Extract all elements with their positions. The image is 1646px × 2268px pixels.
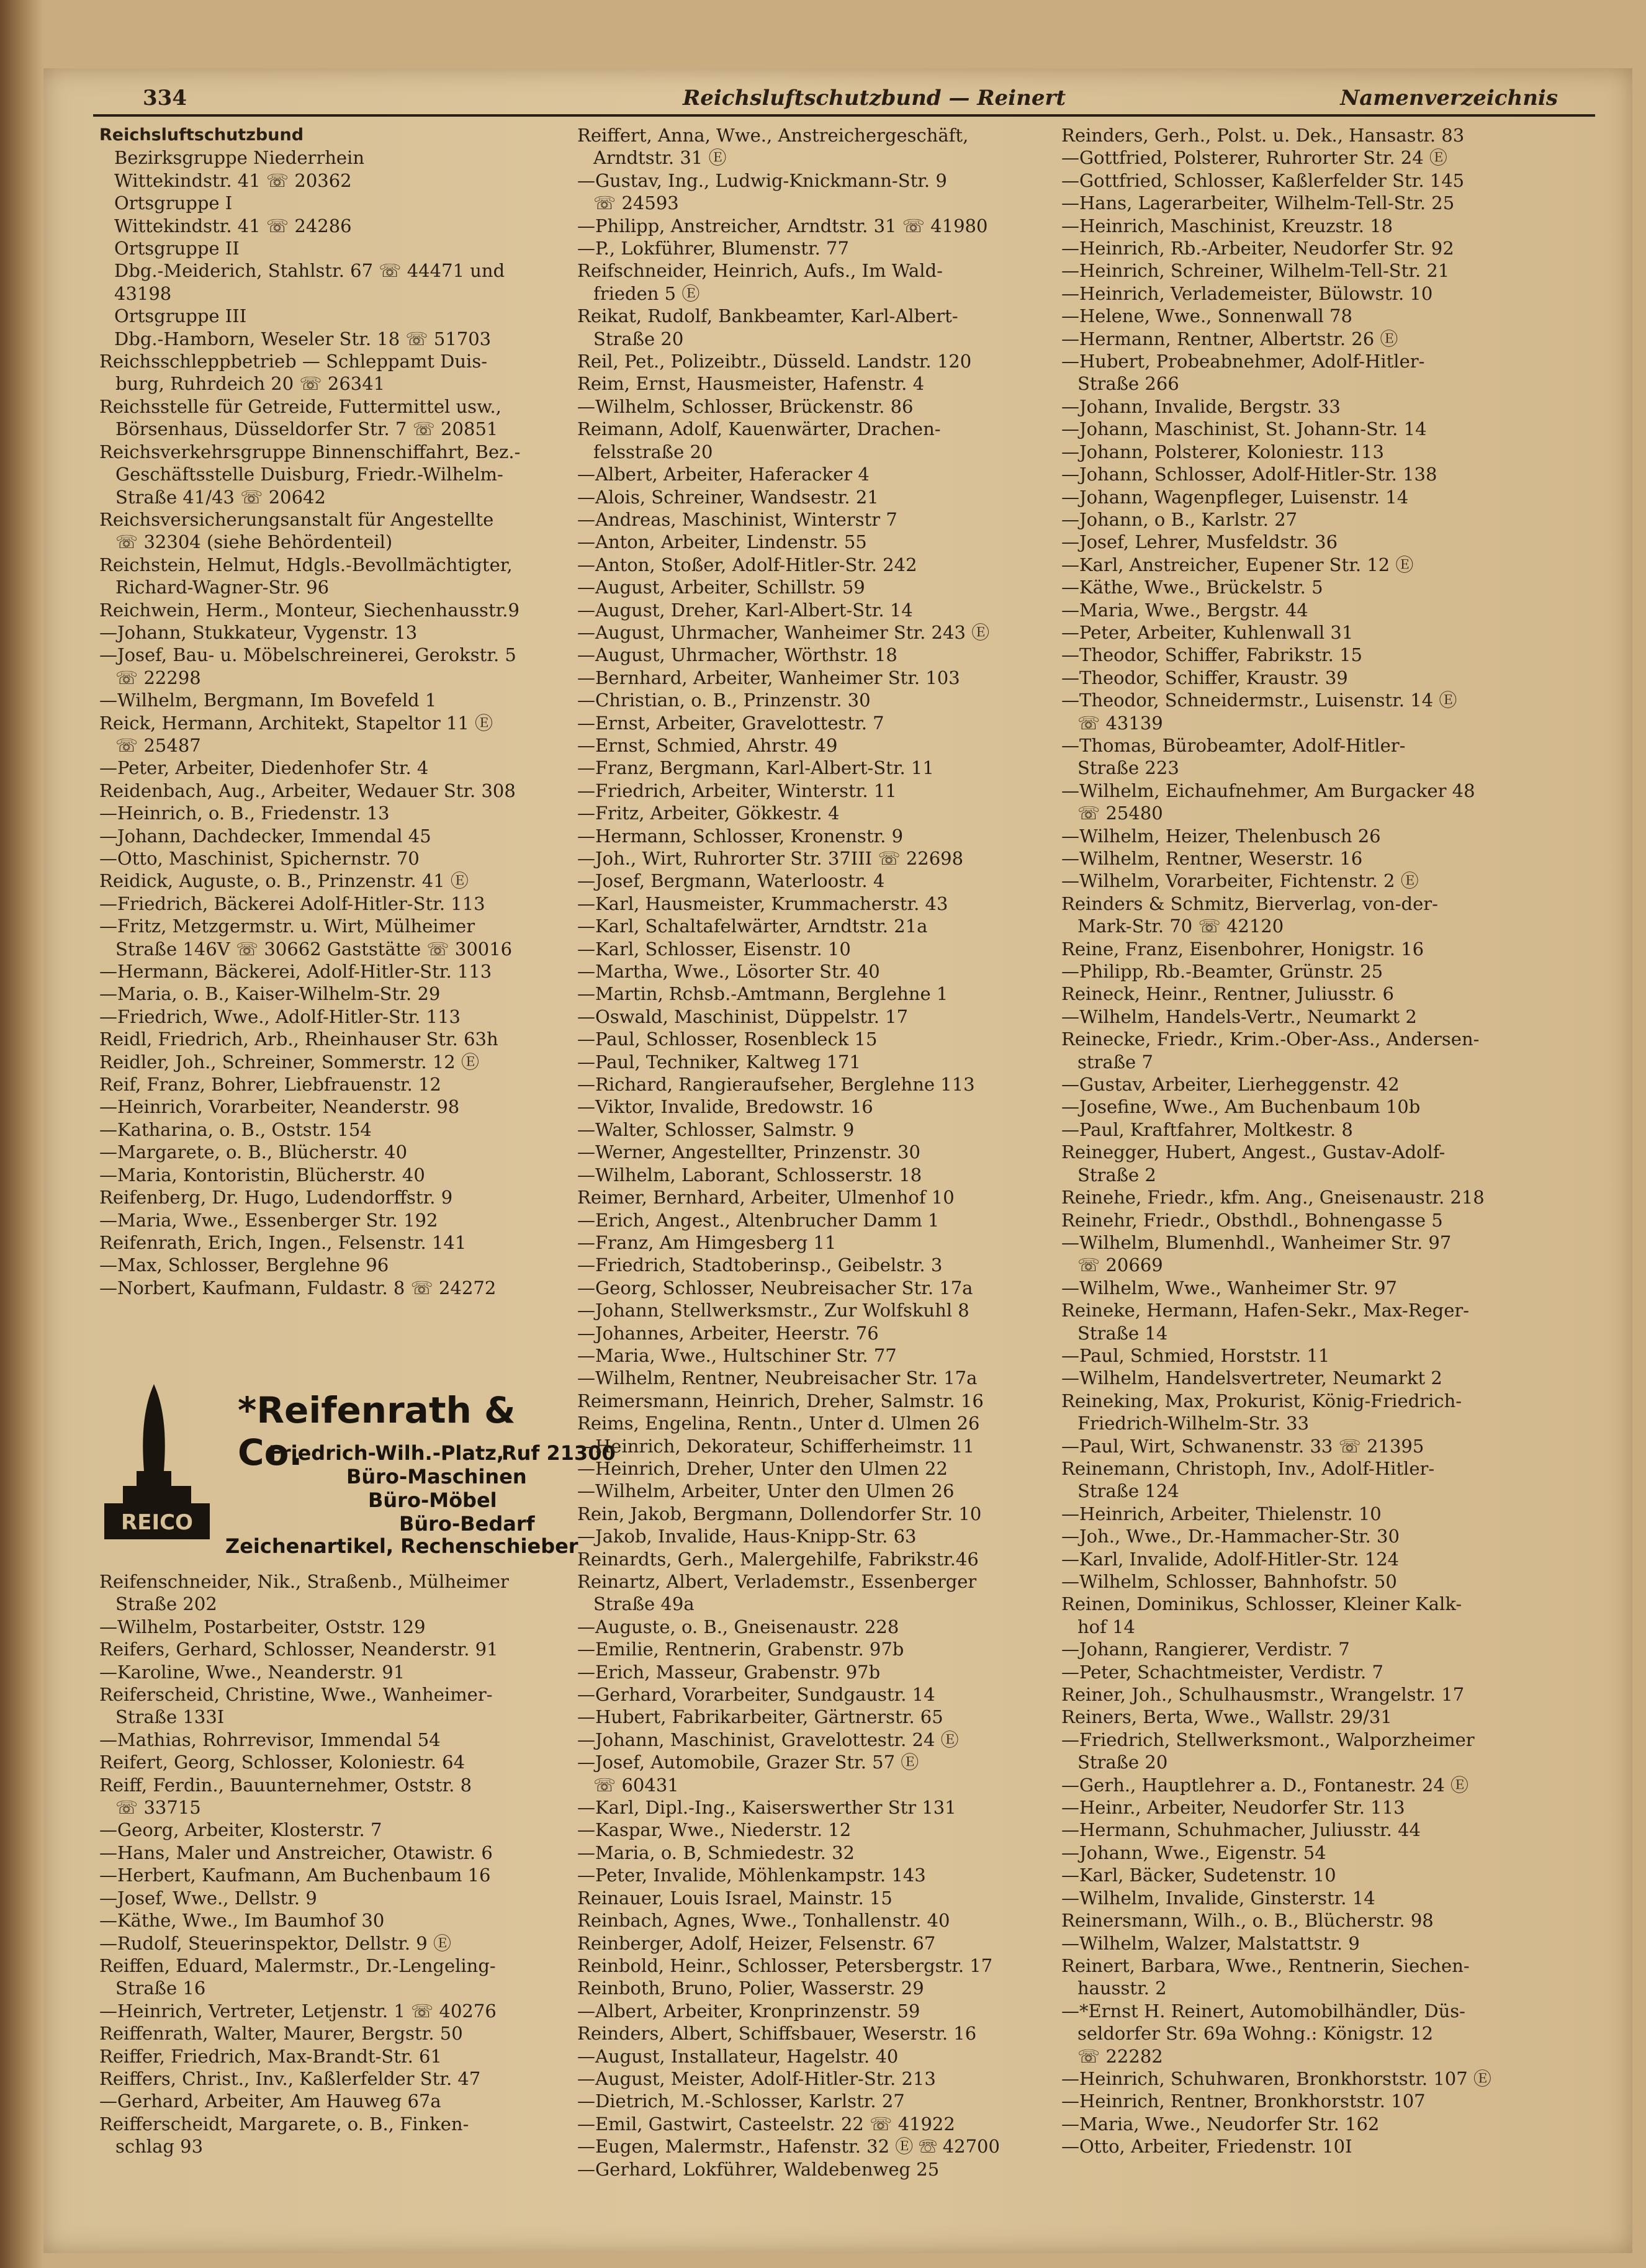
directory-line: —Wilhelm, Wwe., Wanheimer Str. 97 — [1061, 1277, 1397, 1298]
directory-line: —Emil, Gastwirt, Casteelstr. 22 ☏ 41922 — [577, 2113, 955, 2135]
directory-line: —Johann, Wwe., Eigenstr. 54 — [1061, 1842, 1326, 1863]
directory-line: —Heinrich, Arbeiter, Thielenstr. 10 — [1061, 1503, 1382, 1524]
directory-line: burg, Ruhrdeich 20 ☏ 26341 — [115, 373, 385, 395]
directory-line: Reine, Franz, Eisenbohrer, Honigstr. 16 — [1061, 938, 1424, 960]
directory-line: —Kaspar, Wwe., Niederstr. 12 — [577, 1819, 852, 1841]
directory-line: —Otto, Arbeiter, Friedenstr. 10I — [1061, 2136, 1352, 2158]
directory-line: —Erich, Angest., Altenbrucher Damm 1 — [577, 1209, 940, 1231]
directory-line: Reinersmann, Wilh., o. B., Blücherstr. 98 — [1061, 1910, 1434, 1932]
directory-line: —Heinrich, Vorarbeiter, Neanderstr. 98 — [99, 1096, 460, 1118]
directory-line: —Theodor, Schiffer, Fabrikstr. 15 — [1061, 644, 1362, 666]
directory-line: —Ernst, Schmied, Ahrstr. 49 — [577, 734, 838, 756]
directory-line: Reifers, Gerhard, Schlosser, Neanderstr. 91 — [99, 1639, 498, 1660]
directory-line: Reiner, Joh., Schulhausmstr., Wrangelstr. 17 — [1061, 1684, 1465, 1706]
directory-line: Straße 41/43 ☏ 20642 — [115, 486, 326, 508]
directory-line: ☏ 20669 — [1077, 1254, 1163, 1276]
directory-line: —Peter, Arbeiter, Diedenhofer Str. 4 — [99, 757, 429, 779]
directory-line: —Anton, Arbeiter, Lindenstr. 55 — [577, 531, 867, 553]
directory-line: Reiffenrath, Walter, Maurer, Bergstr. 50 — [99, 2023, 463, 2045]
directory-line: felsstraße 20 — [593, 441, 713, 462]
directory-line: —Karl, Invalide, Adolf-Hitler-Str. 124 — [1061, 1548, 1400, 1570]
directory-line: Straße 20 — [1077, 1752, 1168, 1773]
directory-line: Straße 20 — [593, 328, 684, 349]
directory-line: —Gottfried, Schlosser, Kaßlerfelder Str. 145 — [1061, 169, 1465, 191]
directory-line: Straße 223 — [1077, 757, 1179, 779]
directory-line: Reichsversicherungsanstalt für Angestellte — [99, 508, 494, 530]
directory-line: Reiffer, Friedrich, Max-Brandt-Str. 61 — [99, 2045, 442, 2067]
directory-line: —Wilhelm, Walzer, Malstattstr. 9 — [1061, 1932, 1360, 1954]
directory-line: —August, Dreher, Karl-Albert-Str. 14 — [577, 599, 913, 621]
directory-line: —Wilhelm, Vorarbeiter, Fichtenstr. 2 Ⓔ — [1061, 870, 1419, 892]
directory-line: —Fritz, Arbeiter, Gökkestr. 4 — [577, 803, 840, 824]
directory-line: —Philipp, Rb.-Beamter, Grünstr. 25 — [1061, 961, 1383, 983]
directory-line: —Rudolf, Steuerinspektor, Dellstr. 9 Ⓔ — [99, 1932, 451, 1954]
section-title: Namenverzeichnis — [1340, 86, 1558, 110]
ad-line-1: Büro-Maschinen — [346, 1465, 527, 1488]
directory-line: —Mathias, Rohrrevisor, Immendal 54 — [99, 1729, 441, 1750]
directory-line: —Dietrich, M.-Schlosser, Karlstr. 27 — [577, 2090, 905, 2112]
directory-line: —*Ernst H. Reinert, Automobilhändler, Düs- — [1061, 2000, 1465, 2022]
directory-line: Reinboth, Bruno, Polier, Wasserstr. 29 — [577, 1978, 924, 1999]
ad-line-2: Büro-Möbel — [368, 1488, 497, 1512]
directory-line: —Hermann, Schuhmacher, Juliusstr. 44 — [1061, 1819, 1421, 1841]
directory-line: Reick, Hermann, Architekt, Stapeltor 11 Ⓔ — [99, 712, 493, 734]
directory-line: Straße 16 — [115, 1978, 206, 1999]
directory-line: —Hermann, Schlosser, Kronenstr. 9 — [577, 825, 904, 847]
directory-line: —Heinrich, Schuhwaren, Bronkhorststr. 107 Ⓔ — [1061, 2068, 1491, 2089]
directory-line: Straße 202 — [115, 1593, 217, 1615]
directory-line: —Heinrich, Dreher, Unter den Ulmen 22 — [577, 1457, 948, 1479]
directory-line: —Wilhelm, Heizer, Thelenbusch 26 — [1061, 825, 1381, 847]
directory-line: —Hans, Lagerarbeiter, Wilhelm-Tell-Str. 25 — [1061, 192, 1455, 214]
directory-line: —Joh., Wwe., Dr.-Hammacher-Str. 30 — [1061, 1526, 1400, 1547]
directory-line: —Hubert, Fabrikarbeiter, Gärtnerstr. 65 — [577, 1706, 943, 1728]
directory-line: Reifenberg, Dr. Hugo, Ludendorffstr. 9 — [99, 1187, 453, 1208]
directory-line: —Maria, o. B, Schmiedestr. 32 — [577, 1842, 855, 1863]
directory-line: —Josef, Bau- u. Möbelschreinerei, Gerokstr. 5 — [99, 644, 516, 666]
directory-line: —Walter, Schlosser, Salmstr. 9 — [577, 1118, 855, 1140]
directory-line: —Johann, Polsterer, Koloniestr. 113 — [1061, 441, 1384, 462]
directory-line: —Emilie, Rentnerin, Grabenstr. 97b — [577, 1639, 904, 1660]
directory-line: ☏ 43139 — [1077, 712, 1163, 734]
directory-line: —Oswald, Maschinist, Düppelstr. 17 — [577, 1006, 909, 1027]
directory-line: —Wilhelm, Rentner, Weserstr. 16 — [1061, 848, 1363, 869]
directory-line: hof 14 — [1077, 1616, 1135, 1637]
page-header — [93, 79, 1595, 117]
directory-line: —Wilhelm, Blumenhdl., Wanheimer Str. 97 — [1061, 1231, 1452, 1253]
directory-line: Reichsverkehrsgruppe Binnenschiffahrt, Bez.- — [99, 441, 521, 462]
directory-line: —Gerhard, Lokführer, Waldebenweg 25 — [577, 2158, 940, 2180]
directory-line: —Gerhard, Arbeiter, Am Hauweg 67a — [99, 2090, 441, 2112]
directory-line: —Johann, Maschinist, Gravelottestr. 24 Ⓔ — [577, 1729, 959, 1750]
directory-line: —Katharina, o. B., Oststr. 154 — [99, 1118, 372, 1140]
directory-line: —Friedrich, Wwe., Adolf-Hitler-Str. 113 — [99, 1006, 461, 1027]
directory-line: —Heinrich, Schreiner, Wilhelm-Tell-Str. 21 — [1061, 260, 1450, 282]
directory-line: Reimer, Bernhard, Arbeiter, Ulmenhof 10 — [577, 1187, 955, 1208]
ad-phone: Ruf 21300 — [501, 1441, 616, 1465]
directory-line: —Maria, Wwe., Bergstr. 44 — [1061, 599, 1308, 621]
directory-line: —Jakob, Invalide, Haus-Knipp-Str. 63 — [577, 1526, 917, 1547]
directory-line: Dbg.-Hamborn, Weseler Str. 18 ☏ 51703 — [114, 328, 492, 349]
directory-line: —Werner, Angestellter, Prinzenstr. 30 — [577, 1141, 920, 1163]
directory-line: —Paul, Schlosser, Rosenbleck 15 — [577, 1028, 878, 1050]
column-3 — [1061, 124, 1539, 2158]
directory-line: —Andreas, Maschinist, Winterstr 7 — [577, 508, 897, 530]
directory-line: —Gerhard, Vorarbeiter, Sundgaustr. 14 — [577, 1684, 935, 1706]
directory-line: Straße 133I — [115, 1706, 225, 1728]
directory-line: —Maria, Wwe., Essenberger Str. 192 — [99, 1209, 438, 1231]
directory-line: —Josef, Lehrer, Musfeldstr. 36 — [1061, 531, 1338, 553]
directory-line: —Heinrich, Vertreter, Letjenstr. 1 ☏ 40276 — [99, 2000, 497, 2022]
directory-line: Reinecke, Friedr., Krim.-Ober-Ass., Andersen- — [1061, 1028, 1480, 1050]
directory-line: Dbg.-Meiderich, Stahlstr. 67 ☏ 44471 und — [114, 260, 505, 282]
directory-line: —Josef, Bergmann, Waterloostr. 4 — [577, 870, 885, 892]
directory-line: Reidl, Friedrich, Arb., Rheinhauser Str. 63h — [99, 1028, 498, 1050]
directory-line: straße 7 — [1077, 1051, 1153, 1073]
directory-line: —Josef, Automobile, Grazer Str. 57 Ⓔ — [577, 1752, 919, 1773]
directory-line: —Karl, Bäcker, Sudetenstr. 10 — [1061, 1865, 1336, 1886]
directory-line: Reidick, Auguste, o. B., Prinzenstr. 41 Ⓔ — [99, 870, 469, 892]
directory-line: —Joh., Wirt, Ruhrorter Str. 37III ☏ 22698 — [577, 848, 964, 869]
directory-line: hausstr. 2 — [1077, 1978, 1167, 1999]
directory-line: —Richard, Rangieraufseher, Berglehne 113 — [577, 1074, 975, 1096]
directory-line: Reiffen, Eduard, Malermstr., Dr.-Lengeling- — [99, 1955, 496, 1976]
directory-line: Straße 266 — [1077, 373, 1179, 395]
directory-line: —Albert, Arbeiter, Kronprinzenstr. 59 — [577, 2000, 920, 2022]
directory-line: Reimann, Adolf, Kauenwärter, Drachen- — [577, 418, 941, 440]
directory-line: Straße 146V ☏ 30662 Gaststätte ☏ 30016 — [115, 938, 513, 960]
directory-line: Börsenhaus, Düsseldorfer Str. 7 ☏ 20851 — [115, 418, 498, 440]
directory-line: —August, Installateur, Hagelstr. 40 — [577, 2045, 899, 2067]
directory-line: —Maria, o. B., Kaiser-Wilhelm-Str. 29 — [99, 983, 441, 1005]
ad-company-name: *Reifenrath & Co. — [238, 1389, 516, 1474]
directory-line: —Heinr., Arbeiter, Neudorfer Str. 113 — [1061, 1797, 1405, 1819]
directory-line: Arndtstr. 31 Ⓔ — [593, 147, 727, 169]
directory-line: Reinehr, Friedr., Obsthdl., Bohnengasse 5 — [1061, 1209, 1443, 1231]
directory-line: —Christian, o. B., Prinzenstr. 30 — [577, 690, 871, 711]
directory-line: ☏ 24593 — [593, 192, 679, 214]
directory-line: Reinberger, Adolf, Heizer, Felsenstr. 67 — [577, 1932, 936, 1954]
directory-line: —Albert, Arbeiter, Haferacker 4 — [577, 464, 870, 485]
directory-line: —Hubert, Probeabnehmer, Adolf-Hitler- — [1061, 351, 1425, 372]
directory-line: —Johann, Wagenpfleger, Luisenstr. 14 — [1061, 486, 1409, 508]
directory-line: —Peter, Arbeiter, Kuhlenwall 31 — [1061, 621, 1354, 643]
directory-line: ☏ 60431 — [593, 1774, 679, 1796]
directory-line: —Gustav, Arbeiter, Lierheggenstr. 42 — [1061, 1074, 1400, 1096]
directory-line: Reiferscheid, Christine, Wwe., Wanheimer- — [99, 1684, 493, 1706]
directory-line: —Wilhelm, Handels-Vertr., Neumarkt 2 — [1061, 1006, 1417, 1027]
directory-line: Ortsgruppe III — [114, 305, 247, 327]
advertisement — [104, 1372, 616, 1558]
directory-line: Reinbach, Agnes, Wwe., Tonhallenstr. 40 — [577, 1910, 950, 1932]
directory-line: —August, Uhrmacher, Wanheimer Str. 243 Ⓔ — [577, 621, 990, 643]
directory-line: —August, Arbeiter, Schillstr. 59 — [577, 577, 865, 598]
directory-line: —Hermann, Bäckerei, Adolf-Hitler-Str. 113 — [99, 961, 492, 983]
directory-line: Reinders & Schmitz, Bierverlag, von-der- — [1061, 893, 1438, 914]
directory-line: —Wilhelm, Eichaufnehmer, Am Burgacker 48 — [1061, 780, 1475, 801]
directory-line: —Anton, Stoßer, Adolf-Hitler-Str. 242 — [577, 554, 917, 575]
directory-line: —Wilhelm, Rentner, Neubreisacher Str. 17a — [577, 1367, 978, 1389]
directory-line: —Franz, Am Himgesberg 11 — [577, 1231, 837, 1253]
directory-line: —Heinrich, Maschinist, Kreuzstr. 18 — [1061, 215, 1393, 236]
directory-line: —Wilhelm, Schlosser, Brückenstr. 86 — [577, 395, 914, 417]
directory-line: Reinert, Barbara, Wwe., Rentnerin, Siechen- — [1061, 1955, 1470, 1976]
directory-line: Ortsgruppe I — [114, 192, 233, 214]
directory-line: —Gustav, Ing., Ludwig-Knickmann-Str. 9 — [577, 169, 947, 191]
directory-line: Reineck, Heinr., Rentner, Juliusstr. 6 — [1061, 983, 1394, 1005]
directory-line: —August, Uhrmacher, Wörthstr. 18 — [577, 644, 897, 666]
directory-line: —Theodor, Schiffer, Kraustr. 39 — [1061, 667, 1348, 688]
directory-line: Wittekindstr. 41 ☏ 20362 — [114, 169, 352, 191]
directory-line: Ortsgruppe II — [114, 238, 240, 259]
column-1-continued — [99, 1570, 577, 2158]
directory-line: —Wilhelm, Laborant, Schlosserstr. 18 — [577, 1164, 922, 1186]
directory-line: —Otto, Maschinist, Spichernstr. 70 — [99, 848, 420, 869]
column-1 — [99, 124, 577, 1299]
directory-line: —Josefine, Wwe., Am Buchenbaum 10b — [1061, 1096, 1421, 1118]
directory-line: —Karl, Anstreicher, Eupener Str. 12 Ⓔ — [1061, 554, 1414, 575]
directory-line: —Erich, Masseur, Grabenstr. 97b — [577, 1661, 881, 1683]
directory-line: —Alois, Schreiner, Wandsestr. 21 — [577, 486, 879, 508]
directory-line: Reinders, Gerh., Polst. u. Dek., Hansastr. 83 — [1061, 125, 1465, 146]
directory-line: Reims, Engelina, Rentn., Unter d. Ulmen 26 — [577, 1413, 980, 1434]
directory-line: —Paul, Schmied, Horststr. 11 — [1061, 1344, 1330, 1366]
directory-line: Reinardts, Gerh., Malergehilfe, Fabrikstr.46 — [577, 1548, 979, 1570]
directory-line: —Friedrich, Stadtoberinsp., Geibelstr. 3 — [577, 1254, 943, 1276]
directory-line: seldorfer Str. 69a Wohng.: Königstr. 12 — [1077, 2023, 1434, 2045]
directory-line: Reinen, Dominikus, Schlosser, Kleiner Kalk- — [1061, 1593, 1462, 1615]
directory-line: Reinegger, Hubert, Angest., Gustav-Adolf- — [1061, 1141, 1446, 1163]
directory-line: Reidenbach, Aug., Arbeiter, Wedauer Str. 308 — [99, 780, 516, 801]
directory-line: —Theodor, Schneidermstr., Luisenstr. 14 Ⓔ — [1061, 690, 1457, 711]
directory-line: Reineke, Hermann, Hafen-Sekr., Max-Reger- — [1061, 1300, 1470, 1321]
column-2 — [577, 124, 1055, 2180]
directory-line: —Peter, Invalide, Möhlenkampstr. 143 — [577, 1865, 926, 1886]
directory-line: —Johann, o B., Karlstr. 27 — [1061, 508, 1298, 530]
directory-line: —Johann, Rangierer, Verdistr. 7 — [1061, 1639, 1350, 1660]
directory-line: —Gerh., Hauptlehrer a. D., Fontanestr. 24 Ⓔ — [1061, 1774, 1469, 1796]
directory-line: —Herbert, Kaufmann, Am Buchenbaum 16 — [99, 1865, 491, 1886]
directory-line: Reiffert, Anna, Wwe., Anstreichergeschäft, — [577, 125, 969, 146]
directory-line: Reinders, Albert, Schiffsbauer, Weserstr. 16 — [577, 2023, 977, 2045]
directory-line: —Viktor, Invalide, Bredowstr. 16 — [577, 1096, 873, 1118]
directory-line: Reinemann, Christoph, Inv., Adolf-Hitler- — [1061, 1457, 1435, 1479]
directory-line: Reinauer, Louis Israel, Mainstr. 15 — [577, 1887, 893, 1909]
directory-line: —Wilhelm, Bergmann, Im Bovefeld 1 — [99, 690, 437, 711]
directory-line: Reifert, Georg, Schlosser, Koloniestr. 64 — [99, 1752, 465, 1773]
directory-line: Reifenrath, Erich, Ingen., Felsenstr. 141 — [99, 1231, 467, 1253]
directory-line: —Johann, Schlosser, Adolf-Hitler-Str. 138 — [1061, 464, 1437, 485]
directory-line: —Franz, Bergmann, Karl-Albert-Str. 11 — [577, 757, 934, 779]
directory-line: —Käthe, Wwe., Brückelstr. 5 — [1061, 577, 1323, 598]
directory-line: Reichsschleppbetrieb — Schleppamt Duis- — [99, 351, 488, 372]
book-binding — [0, 0, 43, 2268]
directory-line: —Friedrich, Bäckerei Adolf-Hitler-Str. 113 — [99, 893, 485, 914]
directory-line: Reifferscheidt, Margarete, o. B., Finken- — [99, 2113, 469, 2135]
directory-line: —Heinrich, o. B., Friedenstr. 13 — [99, 803, 390, 824]
directory-line: Reichstein, Helmut, Hdgls.-Bevollmächtigter, — [99, 554, 513, 575]
directory-line: Reim, Ernst, Hausmeister, Hafenstr. 4 — [577, 373, 925, 395]
directory-line: Reidler, Joh., Schreiner, Sommerstr. 12 Ⓔ — [99, 1051, 479, 1073]
directory-line: —Käthe, Wwe., Im Baumhof 30 — [99, 1910, 385, 1932]
directory-line: —Johann, Dachdecker, Immendal 45 — [99, 825, 431, 847]
directory-line: —Maria, Wwe., Neudorfer Str. 162 — [1061, 2113, 1380, 2135]
directory-line: Mark-Str. 70 ☏ 42120 — [1077, 916, 1284, 937]
directory-line: —Karl, Dipl.-Ing., Kaiserswerther Str 131 — [577, 1797, 956, 1819]
directory-line: —Paul, Techniker, Kaltweg 171 — [577, 1051, 861, 1073]
directory-line: Reinbold, Heinr., Schlosser, Petersbergstr. 17 — [577, 1955, 993, 1976]
directory-line: —Gottfried, Polsterer, Ruhrorter Str. 24 Ⓔ — [1061, 147, 1447, 169]
directory-line: Reifschneider, Heinrich, Aufs., Im Wald- — [577, 260, 943, 282]
directory-line: —Friedrich, Stellwerksmont., Walporzheimer — [1061, 1729, 1475, 1750]
directory-line: Reinehe, Friedr., kfm. Ang., Gneisenaustr. 218 — [1061, 1187, 1485, 1208]
directory-line: schlag 93 — [115, 2136, 204, 2158]
directory-line: Reineking, Max, Prokurist, König-Friedrich- — [1061, 1390, 1462, 1411]
directory-line: —Karl, Schaltafelwärter, Arndtstr. 21a — [577, 916, 928, 937]
directory-line: Reichwein, Herm., Monteur, Siechenhausstr.9 — [99, 599, 519, 621]
directory-line: —Josef, Wwe., Dellstr. 9 — [99, 1887, 317, 1909]
directory-line: Wittekindstr. 41 ☏ 24286 — [114, 215, 352, 236]
directory-line: —Fritz, Metzgermstr. u. Wirt, Mülheimer — [99, 916, 475, 937]
directory-line: ☏ 22298 — [115, 667, 201, 688]
directory-line: —Wilhelm, Schlosser, Bahnhofstr. 50 — [1061, 1571, 1397, 1592]
directory-line: Rein, Jakob, Bergmann, Dollendorfer Str. 10 — [577, 1503, 982, 1524]
directory-line: Straße 124 — [1077, 1480, 1179, 1502]
directory-line: Reil, Pet., Polizeibtr., Düsseld. Landstr. 120 — [577, 351, 972, 372]
logo-text: REICO — [121, 1510, 193, 1535]
directory-line: ☏ 33715 — [115, 1797, 201, 1819]
directory-line: Reichsluftschutzbund — [99, 125, 304, 145]
directory-line: Straße 2 — [1077, 1164, 1156, 1186]
directory-line: —Maria, Kontoristin, Blücherstr. 40 — [99, 1164, 425, 1186]
fountain-pen-logo-icon — [104, 1384, 210, 1539]
directory-line: —Friedrich, Arbeiter, Winterstr. 11 — [577, 780, 897, 801]
directory-line: Geschäftsstelle Duisburg, Friedr.-Wilhelm- — [115, 464, 503, 485]
directory-line: —Karoline, Wwe., Neanderstr. 91 — [99, 1661, 405, 1683]
directory-line: —Eugen, Malermstr., Hafenstr. 32 Ⓔ ☏ 42700 — [577, 2136, 1000, 2158]
directory-line: —Thomas, Bürobeamter, Adolf-Hitler- — [1061, 734, 1406, 756]
directory-line: —Wilhelm, Handelsvertreter, Neumarkt 2 — [1061, 1367, 1442, 1389]
directory-line: —Johann, Stellwerksmstr., Zur Wolfskuhl 8 — [577, 1300, 969, 1321]
directory-line: —Johann, Maschinist, St. Johann-Str. 14 — [1061, 418, 1427, 440]
directory-line: —Margarete, o. B., Blücherstr. 40 — [99, 1141, 408, 1163]
directory-line: —Ernst, Arbeiter, Gravelottestr. 7 — [577, 712, 884, 734]
directory-line: —Martin, Rchsb.-Amtmann, Berglehne 1 — [577, 983, 948, 1005]
directory-line: —Georg, Arbeiter, Klosterstr. 7 — [99, 1819, 382, 1841]
ad-line-3: Büro-Bedarf — [399, 1512, 535, 1536]
running-title: Reichsluftschutzbund — Reinert — [683, 86, 1066, 110]
directory-line: —Wilhelm, Invalide, Ginsterstr. 14 — [1061, 1887, 1375, 1909]
directory-line: Reif, Franz, Bohrer, Liebfrauenstr. 12 — [99, 1074, 441, 1096]
directory-line: ☏ 32304 (siehe Behördenteil) — [115, 531, 393, 553]
directory-line: —Heinrich, Rentner, Bronkhorststr. 107 — [1061, 2090, 1426, 2112]
directory-line: —Paul, Kraftfahrer, Moltkestr. 8 — [1061, 1118, 1353, 1140]
directory-line: —Karl, Schlosser, Eisenstr. 10 — [577, 938, 851, 960]
directory-line: —Max, Schlosser, Berglehne 96 — [99, 1254, 389, 1276]
directory-line: 43198 — [114, 282, 172, 304]
directory-line: Friedrich-Wilhelm-Str. 33 — [1077, 1413, 1310, 1434]
directory-line: Reinartz, Albert, Verlademstr., Essenberger — [577, 1571, 977, 1592]
directory-line: —Heinrich, Dekorateur, Schifferheimstr. 11 — [577, 1435, 974, 1457]
directory-line: —Georg, Schlosser, Neubreisacher Str. 17a — [577, 1277, 973, 1298]
directory-line: —Hans, Maler und Anstreicher, Otawistr. 6 — [99, 1842, 493, 1863]
directory-line: —Peter, Schachtmeister, Verdistr. 7 — [1061, 1661, 1383, 1683]
directory-line: —P., Lokführer, Blumenstr. 77 — [577, 238, 849, 259]
directory-line: Richard-Wagner-Str. 96 — [115, 577, 330, 598]
directory-line: ☏ 25487 — [115, 734, 201, 756]
directory-line: —Johann, Stukkateur, Vygenstr. 13 — [99, 621, 418, 643]
directory-line: ☏ 22282 — [1077, 2045, 1163, 2067]
directory-line: —Karl, Hausmeister, Krummacherstr. 43 — [577, 893, 948, 914]
directory-line: Reiffers, Christ., Inv., Kaßlerfelder Str. 47 — [99, 2068, 481, 2089]
directory-line: —Bernhard, Arbeiter, Wanheimer Str. 103 — [577, 667, 960, 688]
directory-line: Reichsstelle für Getreide, Futtermittel usw., — [99, 395, 501, 417]
directory-line: —Philipp, Anstreicher, Arndtstr. 31 ☏ 41980 — [577, 215, 988, 236]
directory-line: —Heinrich, Rb.-Arbeiter, Neudorfer Str. 92 — [1061, 238, 1454, 259]
directory-line: Reiners, Berta, Wwe., Wallstr. 29/31 — [1061, 1706, 1392, 1728]
directory-line: —Helene, Wwe., Sonnenwall 78 — [1061, 305, 1352, 327]
directory-line: —Martha, Wwe., Lösorter Str. 40 — [577, 961, 880, 983]
directory-line: Reiff, Ferdin., Bauunternehmer, Oststr. 8 — [99, 1774, 472, 1796]
directory-line: ☏ 25480 — [1077, 803, 1163, 824]
directory-line: —August, Meister, Adolf-Hitler-Str. 213 — [577, 2068, 936, 2089]
directory-line: Bezirksgruppe Niederrhein — [114, 147, 365, 169]
directory-line: —Norbert, Kaufmann, Fuldastr. 8 ☏ 24272 — [99, 1277, 497, 1298]
page-number: 334 — [143, 86, 187, 110]
directory-line: —Johannes, Arbeiter, Heerstr. 76 — [577, 1322, 879, 1344]
directory-line: Straße 49a — [593, 1593, 695, 1615]
directory-line: —Auguste, o. B., Gneisenaustr. 228 — [577, 1616, 899, 1637]
directory-line: —Wilhelm, Arbeiter, Unter den Ulmen 26 — [577, 1480, 955, 1502]
directory-line: —Johann, Invalide, Bergstr. 33 — [1061, 395, 1341, 417]
directory-line: —Wilhelm, Postarbeiter, Oststr. 129 — [99, 1616, 426, 1637]
ad-address: Friedrich-Wilh.-Platz, — [269, 1441, 505, 1465]
directory-line: —Heinrich, Verlademeister, Bülowstr. 10 — [1061, 282, 1433, 304]
directory-line: Reimersmann, Heinrich, Dreher, Salmstr. 16 — [577, 1390, 984, 1411]
directory-line: Reikat, Rudolf, Bankbeamter, Karl-Albert- — [577, 305, 958, 327]
directory-line: —Maria, Wwe., Hultschiner Str. 77 — [577, 1344, 897, 1366]
directory-line: frieden 5 Ⓔ — [593, 282, 700, 304]
ad-line-4: Zeichenartikel, Rechenschieber — [225, 1534, 578, 1558]
directory-line: —Paul, Wirt, Schwanenstr. 33 ☏ 21395 — [1061, 1435, 1424, 1457]
directory-line: —Hermann, Rentner, Albertstr. 26 Ⓔ — [1061, 328, 1398, 349]
directory-line: Straße 14 — [1077, 1322, 1168, 1344]
directory-line: Reifenschneider, Nik., Straßenb., Mülheimer — [99, 1571, 509, 1592]
